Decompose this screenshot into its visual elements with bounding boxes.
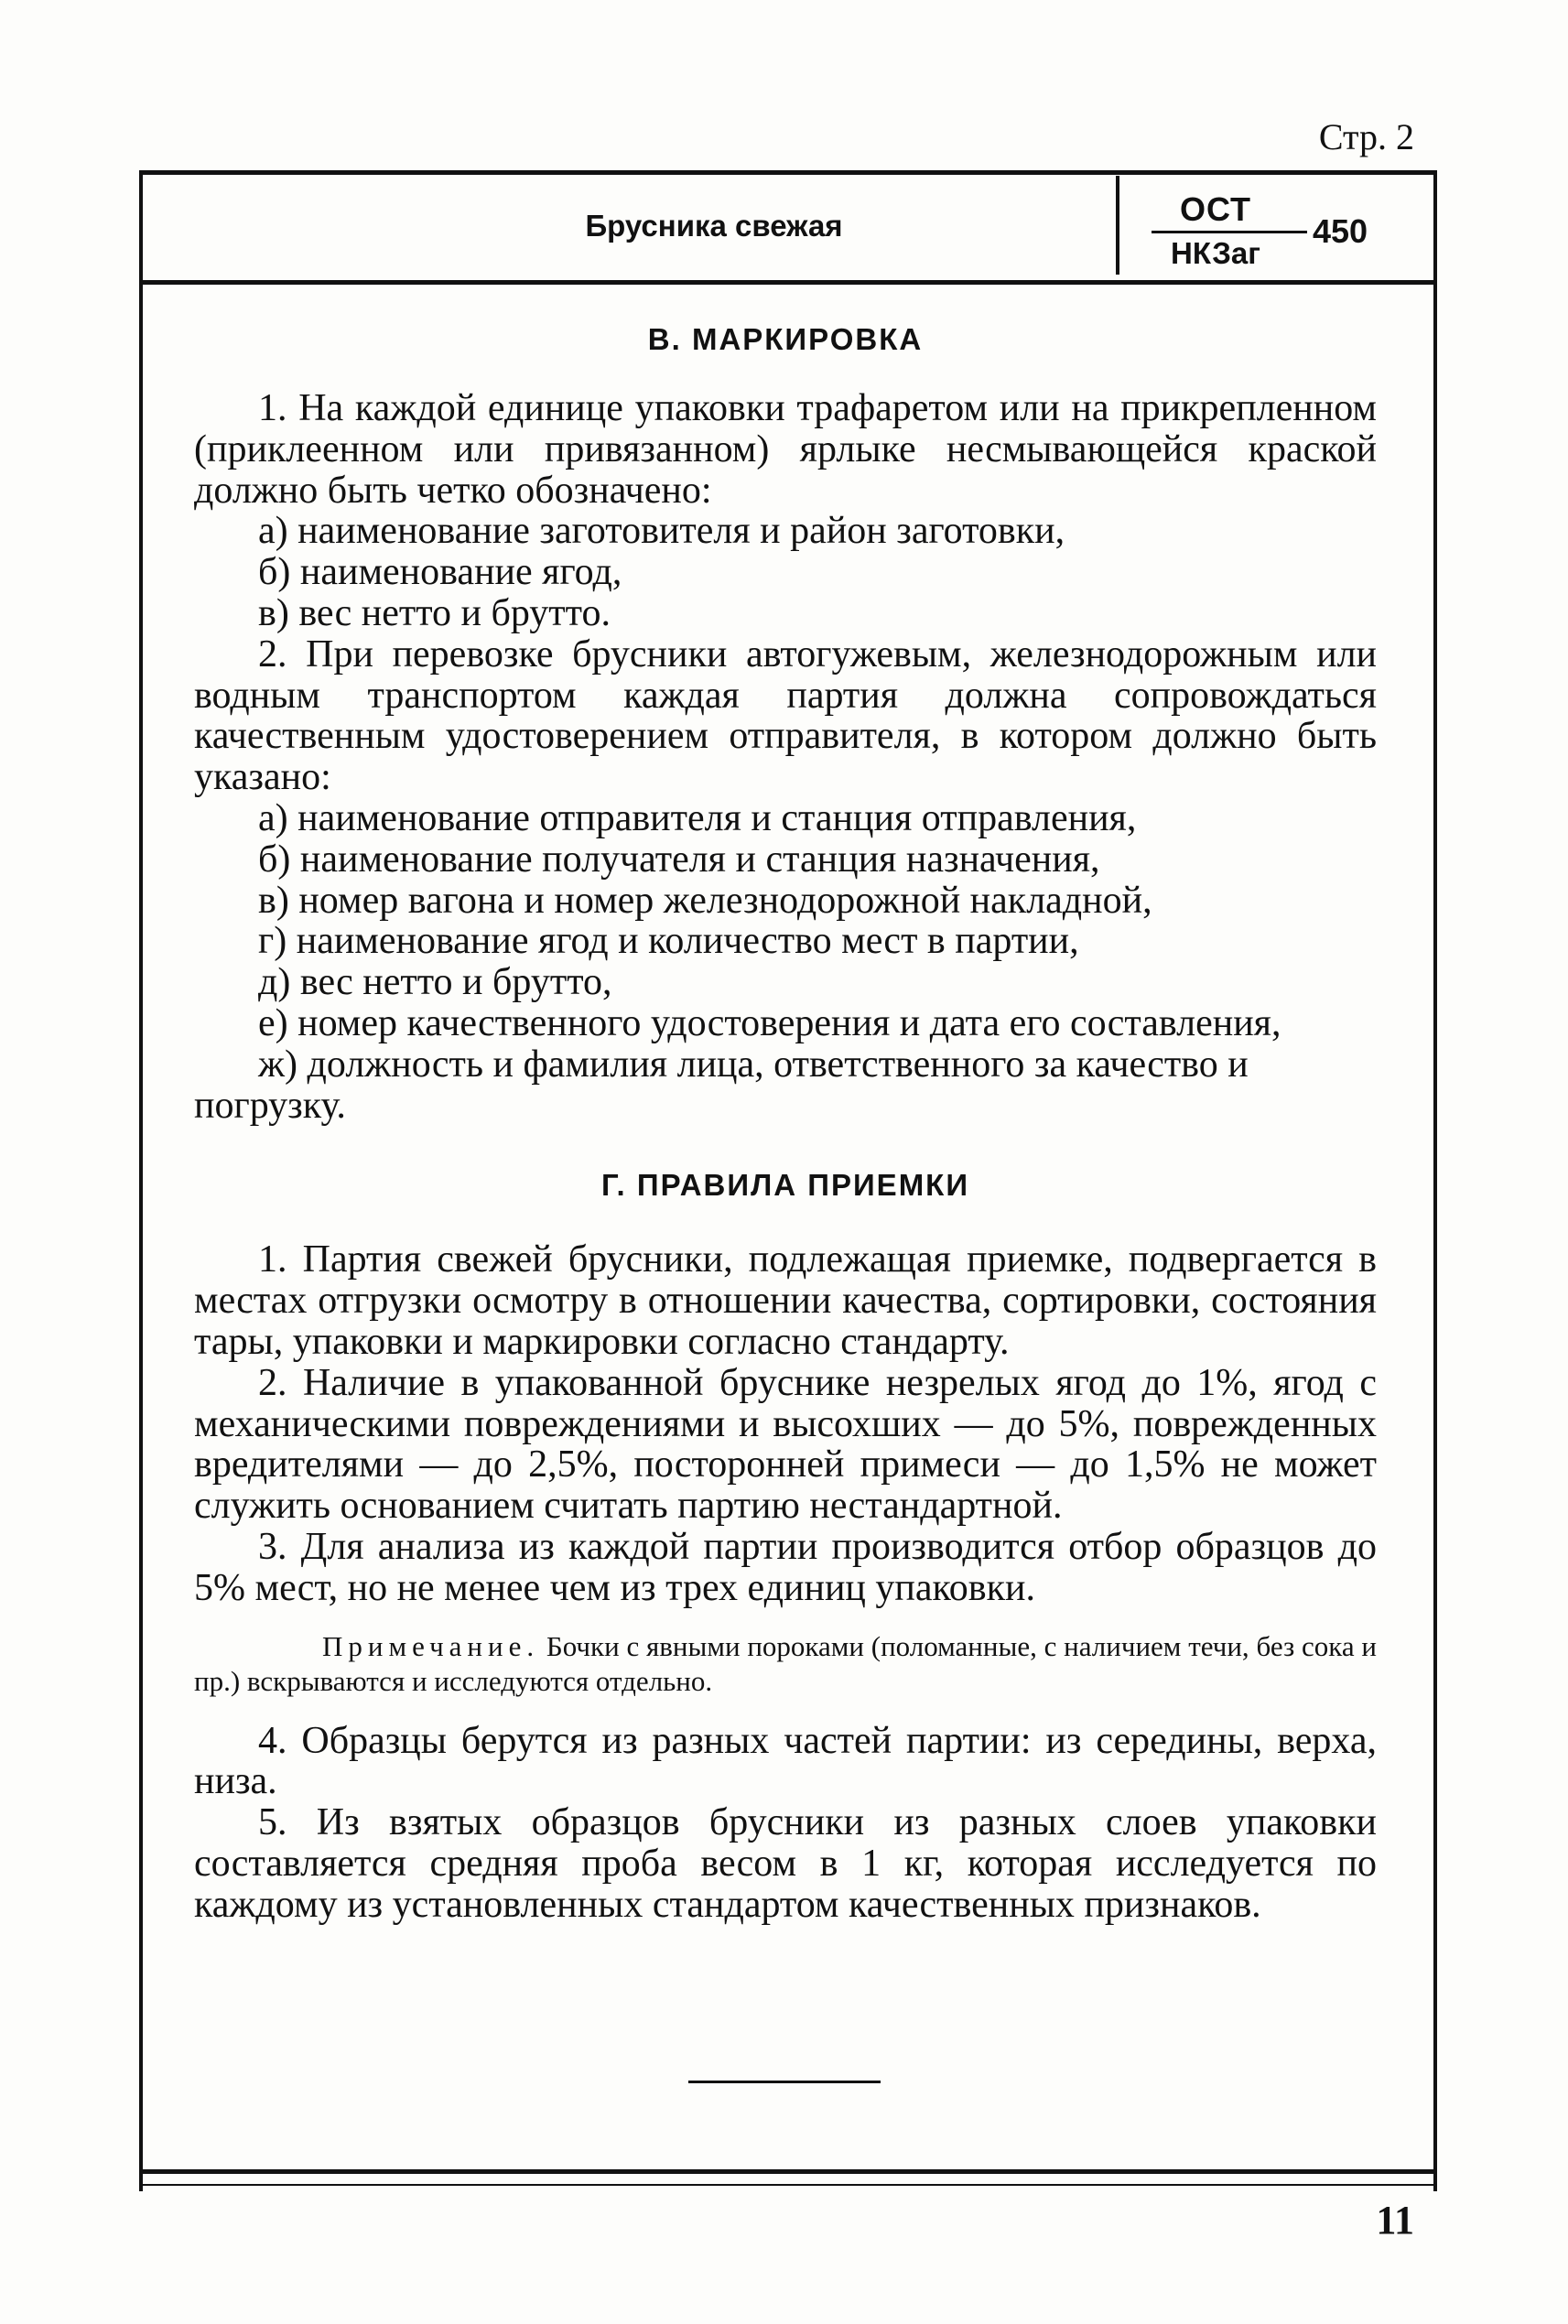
end-of-text-rule <box>688 2081 881 2083</box>
list-item: е) номер качественного удостоверения и дата его составления, <box>258 1001 1281 1044</box>
note-text: Бочки с явными пороками (поломанные, с наличием течи, без сока и пр.) вскрываются и исследуются отдельно. <box>194 1629 1377 1697</box>
paragraph: 3. Для анализа из каждой партии производится отбор образцов до 5% мест, но не менее чем из трех единиц упаковки. <box>194 1525 1377 1609</box>
page-number: 11 <box>1376 2198 1414 2243</box>
standard-designation <box>1133 181 1417 273</box>
list-item: ж) должность и фамилия лица, ответственного за качество и погрузку. <box>194 1043 1249 1127</box>
list-item: г) наименование ягод и количество мест в партии, <box>258 920 1079 963</box>
header-divider <box>1116 176 1119 275</box>
list-item: б) наименование ягод, <box>258 551 622 594</box>
standard-denominator: НКЗаг <box>1171 236 1260 270</box>
fraction-line <box>1152 231 1307 233</box>
paragraph: 2. При перевозке брусники автогужевым, железнодорожным или водным транспортом каждая партия должна сопровождаться качественным удостоверением отправителя, в котором должно быть указано: <box>194 632 1377 799</box>
list-item: а) наименование заготовителя и район заготовки, <box>258 510 1065 553</box>
paragraph: 4. Образцы берутся из разных частей партии: из середины, верха, низа. <box>194 1719 1377 1803</box>
list-item: б) наименование получателя и станция назначения, <box>258 838 1100 881</box>
paragraph: 2. Наличие в упакованной бруснике незрелых ягод до 1%, ягод с механическими повреждениями и высохших — до 5%, поврежденных вредителями — до 2,5%, посторонней примеси — до 1,5% не может служить основанием считать партию нестандартной. <box>194 1361 1377 1528</box>
list-item: а) наименование отправителя и станция отправления, <box>258 796 1137 839</box>
document-body <box>194 322 1377 1926</box>
paragraph: 1. Партия свежей брусники, подлежащая приемке, подвергается в местах отгрузки осмотру в отношении качества, сортировки, состояния тары, упаковки и маркировки согласно стандарту. <box>194 1238 1377 1363</box>
footer-rule-thick <box>139 2169 1437 2174</box>
note-label: Примечание. <box>322 1629 540 1662</box>
page-label-top: Стр. 2 <box>1318 116 1414 157</box>
standard-code: 450 <box>1313 212 1368 250</box>
section-heading-marking: В. МАРКИРОВКА <box>647 322 924 356</box>
note <box>194 1629 1377 1699</box>
paragraph: 1. На каждой единице упаковки трафаретом или на прикрепленном (приклеенном или привязанном) ярлыке несмывающейся краской должно быть четко обозначено: <box>194 387 1377 512</box>
footer-rule-thin <box>139 2184 1437 2186</box>
list-item: д) вес нетто и брутто, <box>258 961 612 1004</box>
list-item: в) вес нетто и брутто. <box>258 591 611 634</box>
standard-numerator: ОСТ <box>1179 190 1252 228</box>
header-top-rule <box>139 170 1437 175</box>
header-bottom-rule <box>139 280 1437 285</box>
section-heading-acceptance: Г. ПРАВИЛА ПРИЕМКИ <box>600 1168 970 1203</box>
list-item: в) номер вагона и номер железнодорожной накладной, <box>258 879 1152 922</box>
paragraph: 5. Из взятых образцов брусники из разных слоев упаковки составляется средняя проба весом в 1 кг, которая исследуется по каждому из установленных стандартом качественных признаков. <box>194 1801 1377 1926</box>
document-title: Брусника свежая <box>585 209 843 243</box>
